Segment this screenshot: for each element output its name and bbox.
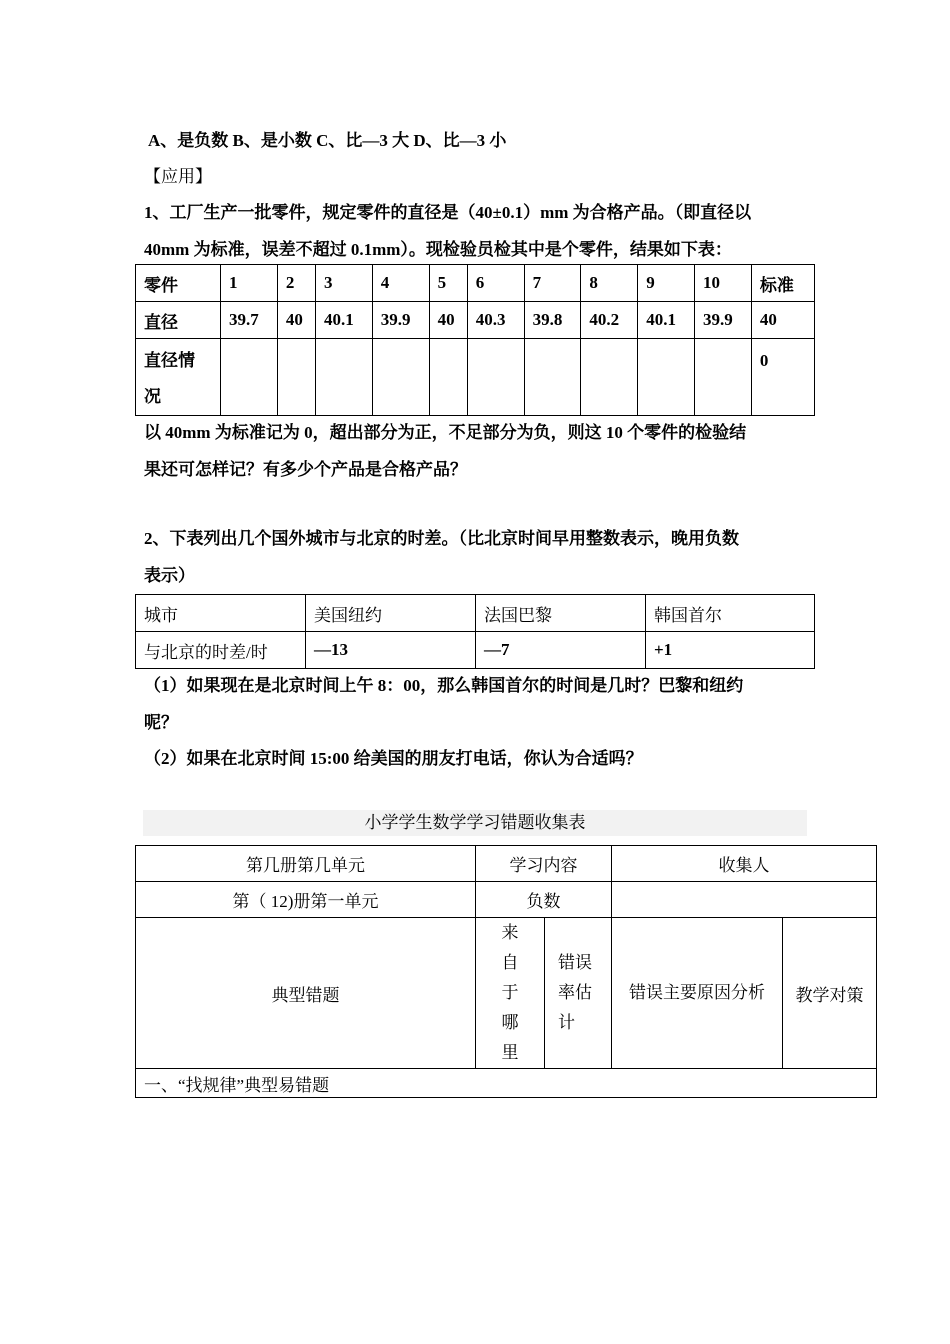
q1-follow2: 果还可怎样记？有多少个产品是合格产品？ xyxy=(144,460,467,479)
error-rate-cell xyxy=(545,918,612,1069)
row-label: 零件 xyxy=(136,265,221,302)
table-cell: 39.9 xyxy=(695,302,752,339)
table-row xyxy=(136,339,815,416)
header-content: 学习内容 xyxy=(476,846,612,882)
table-row xyxy=(136,1069,877,1098)
strategy-cell: 教学对策 xyxy=(783,918,877,1069)
cause-cell xyxy=(612,918,783,1069)
table-cell: 40.1 xyxy=(638,302,695,339)
table-cell: 标准 xyxy=(751,265,814,302)
table-cell: 美国纽约 xyxy=(306,595,476,632)
table-cell: 2 xyxy=(277,265,315,302)
table-cell xyxy=(695,339,752,416)
table-cell xyxy=(277,339,315,416)
source-text: 来自于哪里 xyxy=(501,923,519,1062)
table-row xyxy=(136,882,877,918)
table-cell xyxy=(429,339,467,416)
table-cell xyxy=(372,339,429,416)
table-cell xyxy=(315,339,372,416)
table-cell: 0 xyxy=(751,339,814,416)
table-cell: 1 xyxy=(221,265,278,302)
q2-sub1-line2: 呢？ xyxy=(144,713,178,732)
table-cell xyxy=(221,339,278,416)
cause-text: 错误主要原因分析 xyxy=(629,983,765,1002)
table-cell: 城市 xyxy=(136,595,306,632)
q2-line2: 表示） xyxy=(144,566,195,585)
content-value: 负数 xyxy=(476,882,612,918)
q1-line1: 1、工厂生产一批零件，规定零件的直径是（40±0.1）mm 为合格产品。（即直径以 xyxy=(144,203,752,222)
q1-follow1: 以 40mm 为标准记为 0，超出部分为正，不足部分为负，则这 10 个零件的检验结 xyxy=(144,423,747,442)
table-cell: —13 xyxy=(306,632,476,669)
q2-sub1-line1: （1）如果现在是北京时间上午 8：00，那么韩国首尔的时间是几时？巴黎和纽约 xyxy=(144,676,744,695)
table-cell: 3 xyxy=(315,265,372,302)
row-label-text: 直径情况 xyxy=(144,351,195,406)
unit-value: 第（ 12)册第一单元 xyxy=(136,882,476,918)
table-row xyxy=(136,846,877,882)
q1-line2: 40mm 为标准，误差不超过 0.1mm）。现检验员检其中是个零件，结果如下表： xyxy=(144,240,732,259)
collection-table-title: 小学学生数学学习错题收集表 xyxy=(143,810,807,836)
table-cell: 40 xyxy=(429,302,467,339)
table-cell: 40.3 xyxy=(467,302,524,339)
table-cell: 4 xyxy=(372,265,429,302)
table-cell: 8 xyxy=(581,265,638,302)
table-cell: 40.2 xyxy=(581,302,638,339)
table-cell: —7 xyxy=(476,632,646,669)
q2-line1: 2、下表列出几个国外城市与北京的时差。（比北京时间早用整数表示，晚用负数 xyxy=(144,529,739,548)
error-collection-table xyxy=(135,845,877,1098)
table-cell: 6 xyxy=(467,265,524,302)
parts-table xyxy=(135,264,815,416)
table-cell: +1 xyxy=(646,632,815,669)
row-label: 直径 xyxy=(136,302,221,339)
table-cell xyxy=(467,339,524,416)
table-cell: 10 xyxy=(695,265,752,302)
section-heading: 【应用】 xyxy=(144,167,212,186)
table-cell: 40.1 xyxy=(315,302,372,339)
timezone-table xyxy=(135,594,815,669)
table-row xyxy=(136,918,877,1069)
table-cell: 韩国首尔 xyxy=(646,595,815,632)
table-cell: 9 xyxy=(638,265,695,302)
header-unit: 第几册第几单元 xyxy=(136,846,476,882)
table-cell: 法国巴黎 xyxy=(476,595,646,632)
table-cell: 40 xyxy=(751,302,814,339)
table-cell: 与北京的时差/时 xyxy=(136,632,306,669)
header-collector: 收集人 xyxy=(612,846,877,882)
table-cell: 7 xyxy=(524,265,581,302)
source-cell xyxy=(476,918,545,1069)
q2-sub2: （2）如果在北京时间 15:00 给美国的朋友打电话，你认为合适吗？ xyxy=(144,749,643,768)
table-cell: 39.9 xyxy=(372,302,429,339)
typical-errors-cell: 典型错题 xyxy=(136,918,476,1069)
table-cell: 40 xyxy=(277,302,315,339)
row-label xyxy=(136,339,221,416)
table-cell: 39.7 xyxy=(221,302,278,339)
table-cell: 5 xyxy=(429,265,467,302)
table-cell xyxy=(581,339,638,416)
options-line: A、是负数 B、是小数 C、比—3 大 D、比—3 小 xyxy=(148,131,507,150)
table-row xyxy=(136,265,815,302)
collector-value xyxy=(612,882,877,918)
table-cell xyxy=(638,339,695,416)
table-row xyxy=(136,632,815,669)
table-cell: 39.8 xyxy=(524,302,581,339)
table-row xyxy=(136,302,815,339)
error-rate-text: 错误率估计 xyxy=(558,953,592,1032)
table-cell xyxy=(524,339,581,416)
section1-cell: 一、“找规律”典型易错题 xyxy=(136,1069,877,1098)
table-row xyxy=(136,595,815,632)
